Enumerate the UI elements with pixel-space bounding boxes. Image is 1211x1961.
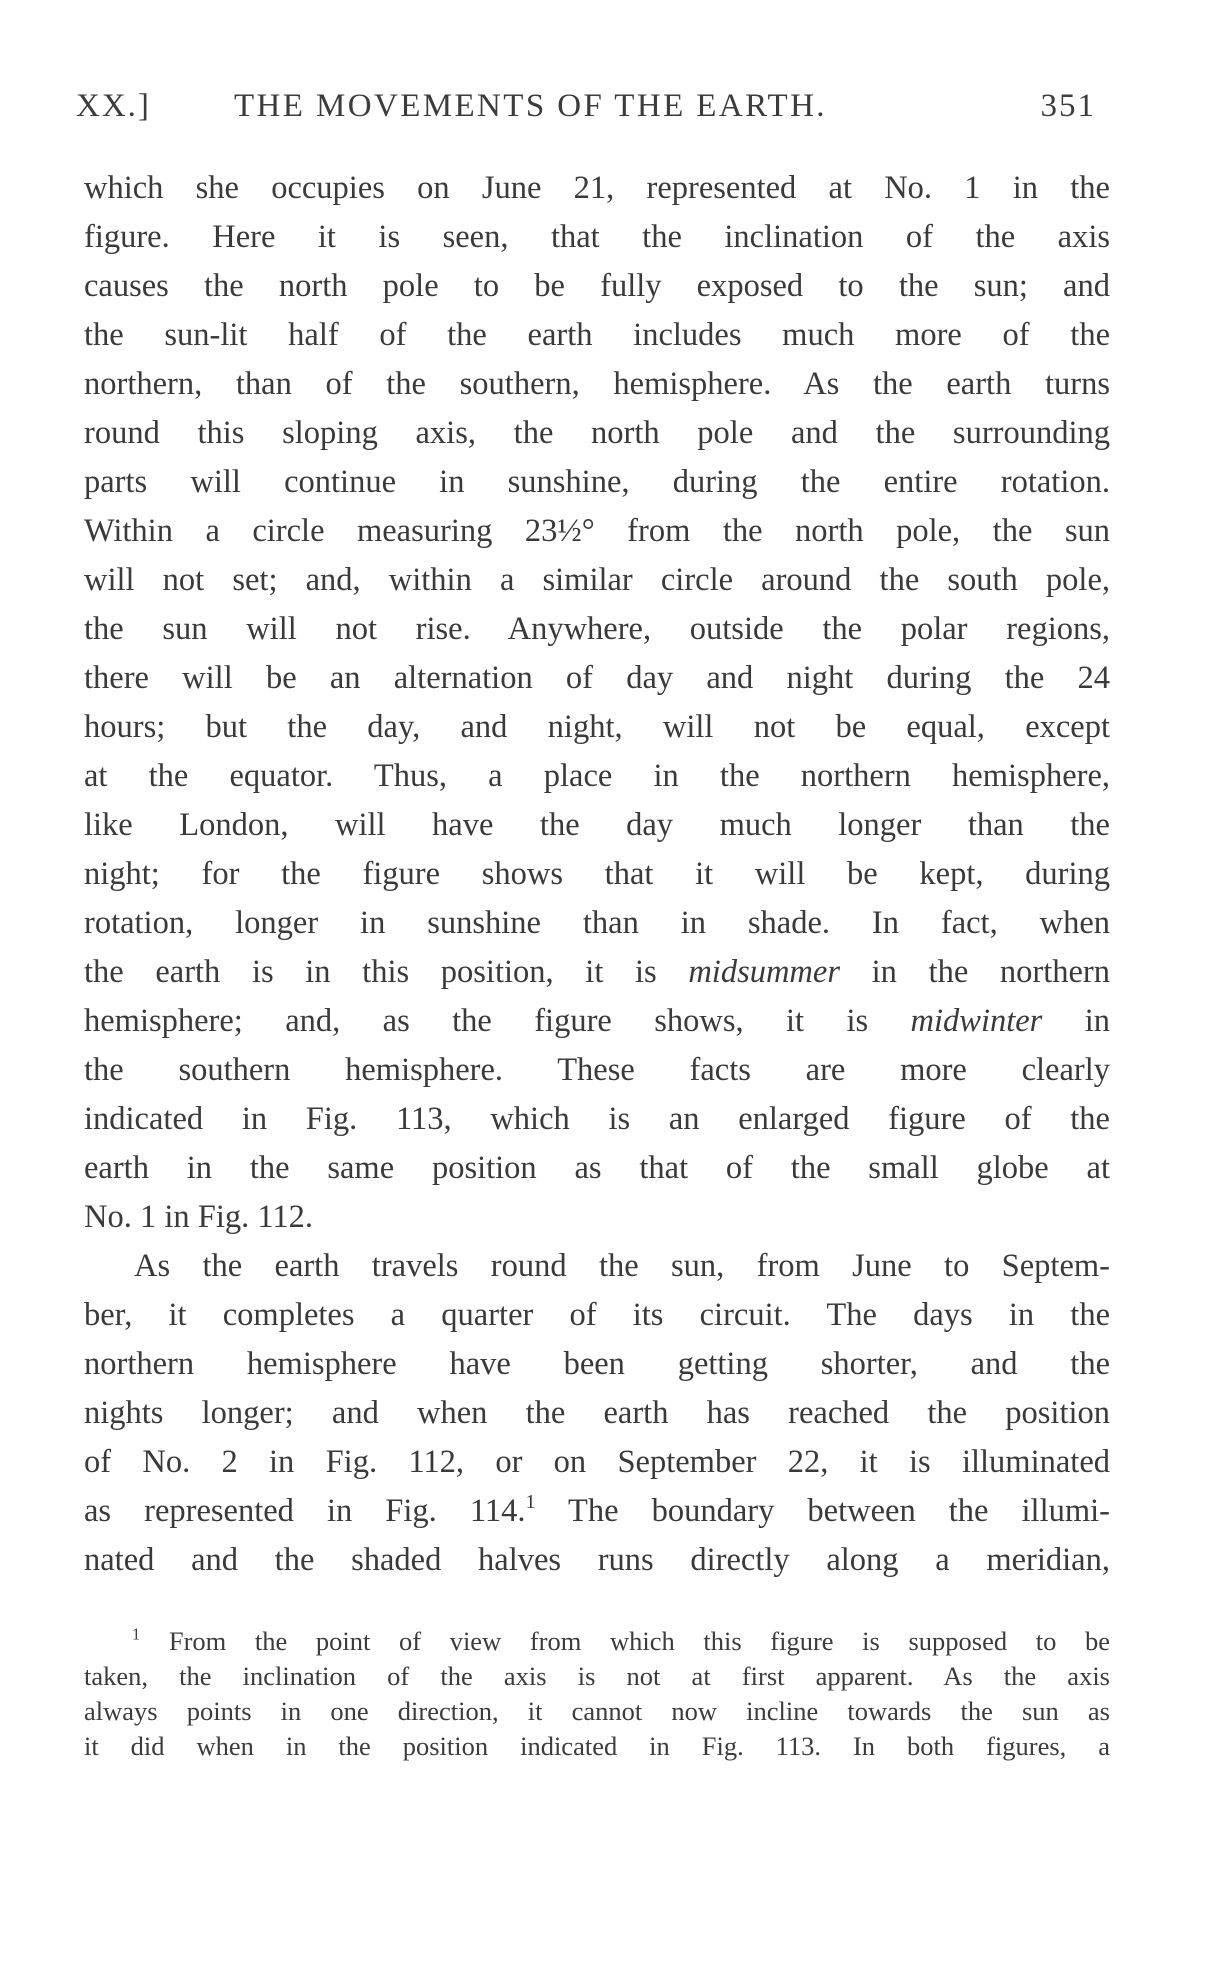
text-line: Within a circle measuring 23½° from the north pole, the sun bbox=[84, 513, 1110, 549]
text-line: will not set; and, within a similar circle around the south pole, bbox=[84, 562, 1110, 598]
emphasis-midsummer: midsummer bbox=[688, 954, 840, 990]
text-line: nights longer; and when the earth has reached the position bbox=[84, 1395, 1110, 1431]
footnote-line: it did when in the position indicated in Fig. 113. In both figures, a bbox=[84, 1731, 1110, 1761]
text-line: rotation, longer in sunshine than in shade. In fact, when bbox=[84, 905, 1110, 941]
text-line: which she occupies on June 21, represented at No. 1 in the bbox=[84, 170, 1110, 206]
text-line: the sun will not rise. Anywhere, outside the polar regions, bbox=[84, 611, 1110, 647]
text-line: as represented in Fig. 114.$^1$ The boundary between the illumi- bbox=[84, 1490, 1110, 1529]
text-line: hours; but the day, and night, will not be equal, except bbox=[84, 709, 1110, 745]
text-line: earth in the same position as that of the small globe at bbox=[84, 1150, 1110, 1186]
footnote-line: always points in one direction, it cannot now incline towards the sun as bbox=[84, 1696, 1110, 1726]
text-line: the sun-lit half of the earth includes much more of the bbox=[84, 317, 1110, 353]
text-line: figure. Here it is seen, that the inclination of the axis bbox=[84, 219, 1110, 255]
text-line: parts will continue in sunshine, during the entire rotation. bbox=[84, 464, 1110, 500]
text-line: like London, will have the day much longer than the bbox=[84, 807, 1110, 843]
text-line: As the earth travels round the sun, from June to Septem- bbox=[134, 1248, 1110, 1284]
text-line: of No. 2 in Fig. 112, or on September 22, it is illuminated bbox=[84, 1444, 1110, 1480]
text-line: hemisphere; and, as the figure shows, it is midwinter in bbox=[84, 1003, 1110, 1039]
text-line: at the equator. Thus, a place in the northern hemisphere, bbox=[84, 758, 1110, 794]
emphasis-midwinter: midwinter bbox=[910, 1003, 1043, 1039]
footnote-marker: 1 bbox=[132, 1624, 141, 1644]
chapter-title: THE MOVEMENTS OF THE EARTH. bbox=[234, 88, 827, 124]
text-line: nated and the shaded halves runs directly along a meridian, bbox=[84, 1542, 1110, 1578]
text-line: No. 1 in Fig. 112. bbox=[84, 1199, 314, 1235]
footnote-reference[interactable]: 1 bbox=[525, 1490, 536, 1513]
footnote-line: taken, the inclination of the axis is not at first apparent. As the axis bbox=[84, 1661, 1110, 1691]
text-line: the southern hemisphere. These facts are more clearly bbox=[84, 1052, 1110, 1088]
footnote bbox=[84, 1624, 1110, 1764]
text-line: northern, than of the southern, hemisphere. As the earth turns bbox=[84, 366, 1110, 402]
text-line: round this sloping axis, the north pole and the surrounding bbox=[84, 415, 1110, 451]
footnote-line: $^1$ From the point of view from which this figure is supposed to be bbox=[132, 1624, 1110, 1656]
main-text bbox=[84, 164, 1110, 1585]
chapter-number: XX.] bbox=[76, 88, 151, 124]
text-line: indicated in Fig. 113, which is an enlarged figure of the bbox=[84, 1101, 1110, 1137]
text-line: there will be an alternation of day and night during the 24 bbox=[84, 660, 1110, 696]
text-line: causes the north pole to be fully exposed to the sun; and bbox=[84, 268, 1110, 304]
page-number: 351 bbox=[1040, 88, 1096, 124]
text-line: northern hemisphere have been getting shorter, and the bbox=[84, 1346, 1110, 1382]
running-header bbox=[76, 88, 1096, 128]
text-line: night; for the figure shows that it will be kept, during bbox=[84, 856, 1110, 892]
text-line: ber, it completes a quarter of its circuit. The days in the bbox=[84, 1297, 1110, 1333]
text-line: the earth is in this position, it is midsummer in the northern bbox=[84, 954, 1110, 990]
